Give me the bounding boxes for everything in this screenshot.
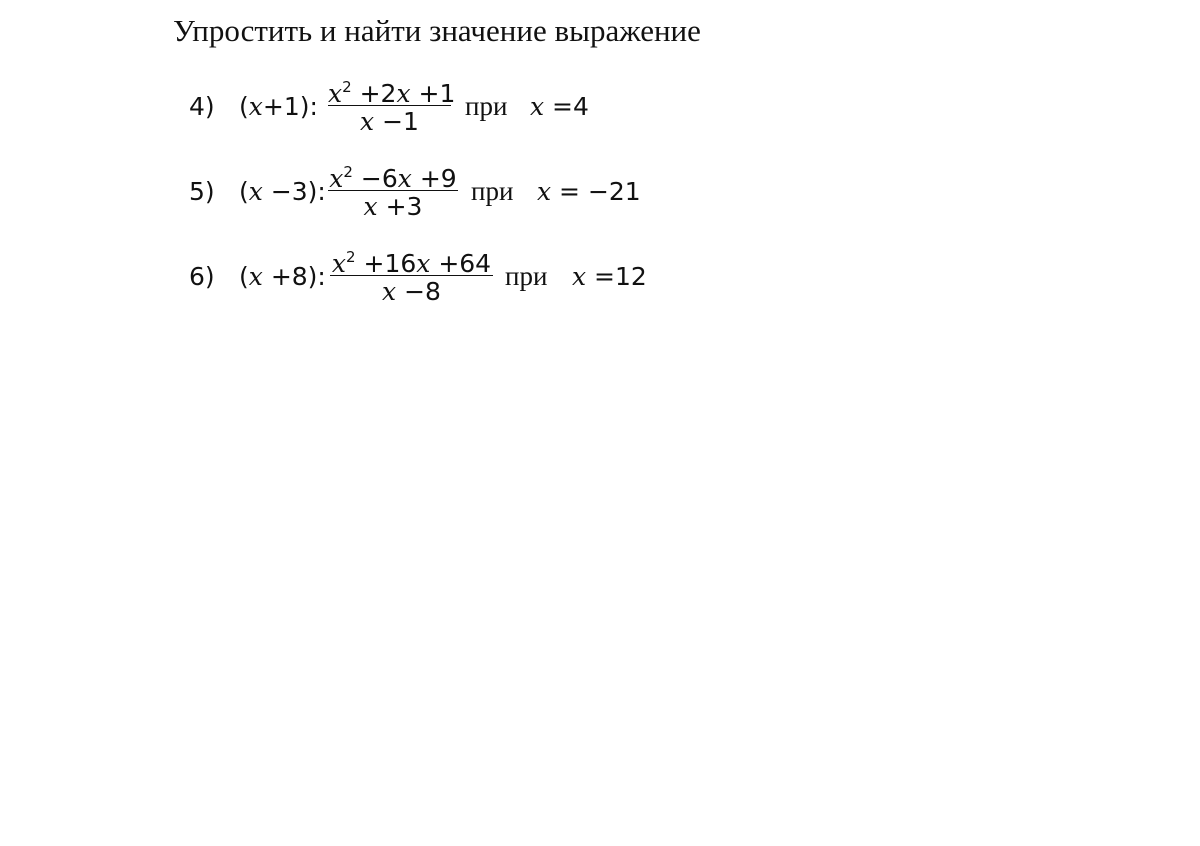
condition-word: при: [471, 176, 514, 206]
problem-fraction: [328, 163, 458, 225]
fraction-bar: [328, 190, 458, 191]
fraction-denominator: x +3: [363, 192, 423, 221]
problem-factor: (x+1):: [239, 92, 318, 121]
page-title: Упростить и найти значение выражение: [173, 13, 701, 48]
condition-value: x = −21: [537, 177, 641, 206]
condition-value: x =12: [572, 262, 647, 291]
condition-word: при: [505, 261, 548, 291]
fraction-denominator: x −8: [382, 277, 441, 306]
fraction-denominator: x −1: [360, 107, 419, 136]
problem-factor: (x +8):: [239, 262, 326, 291]
problem-fraction: [328, 78, 456, 140]
problem-factor: (x −3):: [239, 177, 326, 206]
fraction-numerator: $x^2 -6x +9$: [329, 163, 457, 193]
problem-number: 6): [189, 262, 215, 291]
fraction-numerator: $x^2 +16x +64$: [331, 248, 492, 278]
fraction-numerator: $x^2 +2x +1$: [328, 78, 456, 108]
problem-fraction: [330, 248, 493, 310]
fraction-bar: [330, 275, 493, 276]
condition-word: при: [465, 91, 508, 121]
condition-value: x =4: [530, 92, 589, 121]
problem-number: 4): [189, 92, 215, 121]
problem-number: 5): [189, 177, 215, 206]
fraction-bar: [328, 105, 451, 106]
